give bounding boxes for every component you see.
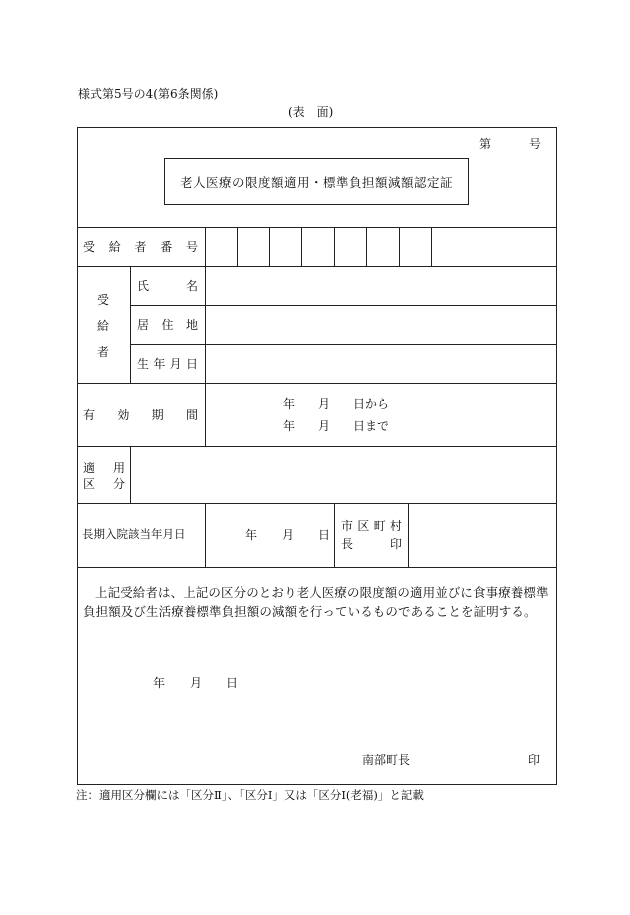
serial-dai: 第 [479, 137, 492, 151]
digit-divider-2 [269, 227, 270, 266]
digit-divider-6 [399, 227, 400, 266]
long-term-year: 年 [245, 528, 258, 542]
validity-from-year: 年 [283, 397, 296, 411]
rule-address-birth [130, 344, 557, 345]
address-field[interactable] [212, 319, 552, 333]
rule-recipient-group-divider [130, 266, 131, 383]
rule-longterm-bottom [77, 567, 557, 568]
long-term-day: 日 [318, 528, 331, 542]
form-number: 様式第5号の4(第6条関係) [78, 87, 219, 101]
rule-longterm-date-divider [334, 503, 335, 567]
form-side-label: (表 面) [288, 105, 334, 119]
validity-from-day: 日から [353, 397, 390, 411]
rule-longterm-label-divider [205, 503, 206, 567]
issuer-seal: 印 [528, 753, 541, 767]
footnote: 注：適用区分欄には「区分Ⅱ」、「区分Ⅰ」又は「区分Ⅰ(老福)」と記載 [76, 788, 424, 802]
issue-date-month: 月 [190, 676, 203, 690]
validity-to-year: 年 [283, 419, 296, 433]
validity-to-month: 月 [318, 419, 331, 433]
rule-top-number [77, 227, 557, 228]
certificate-title: 老人医療の限度額適用・標準負担額減額認定証 [164, 158, 469, 205]
rule-longterm-seal-divider [408, 503, 409, 567]
rule-category-bottom [77, 503, 557, 504]
rule-validity-divider [205, 383, 206, 446]
issuer-name: 南部町長 [362, 753, 411, 767]
recipient-group-label: 受 給 者 [97, 293, 110, 359]
long-term-month: 月 [282, 528, 295, 542]
recipient-number-label: 受 給 者 番 号 [83, 240, 198, 254]
digit-divider-7 [431, 227, 432, 266]
birthdate-label: 生 年 月 日 [137, 357, 198, 371]
certification-text: 上記受給者は、上記の区分のとおり老人医療の限度額の適用並びに食事療養標準負担額及び生活療養標準負担額の減額を行っているものであることを証明する。 [83, 585, 549, 619]
rule-validity-bottom [77, 446, 557, 447]
name-label: 氏 名 [137, 279, 198, 293]
digit-divider-5 [366, 227, 367, 266]
category-label-line2: 区 分 [83, 477, 125, 491]
digit-divider-3 [301, 227, 302, 266]
certificate-frame [77, 127, 557, 785]
digit-divider-4 [334, 227, 335, 266]
serial-go: 号 [529, 137, 542, 151]
rule-name-address [130, 305, 557, 306]
rule-category-divider [130, 446, 131, 503]
name-field[interactable] [212, 280, 552, 294]
municipal-seal-label-line1: 市 区 町 村 [341, 519, 402, 533]
rule-number-label-divider [205, 227, 206, 266]
issue-date-year: 年 [153, 676, 166, 690]
rule-recipient-bottom [77, 383, 557, 384]
municipal-seal-label-line2: 長 印 [341, 537, 402, 551]
rule-bottom-number [77, 266, 557, 267]
issue-date-day: 日 [226, 676, 239, 690]
birthdate-field[interactable] [212, 358, 552, 372]
validity-label: 有 効 期 間 [83, 408, 198, 422]
digit-divider-1 [237, 227, 238, 266]
validity-to-day: 日まで [353, 419, 390, 433]
category-label-line1: 適 用 [83, 461, 125, 475]
validity-from-month: 月 [318, 397, 331, 411]
rule-recipient-label-divider [205, 266, 206, 383]
address-label: 居 住 地 [137, 318, 198, 332]
category-field[interactable] [137, 468, 547, 482]
long-term-label: 長期入院該当年月日 [82, 527, 186, 541]
